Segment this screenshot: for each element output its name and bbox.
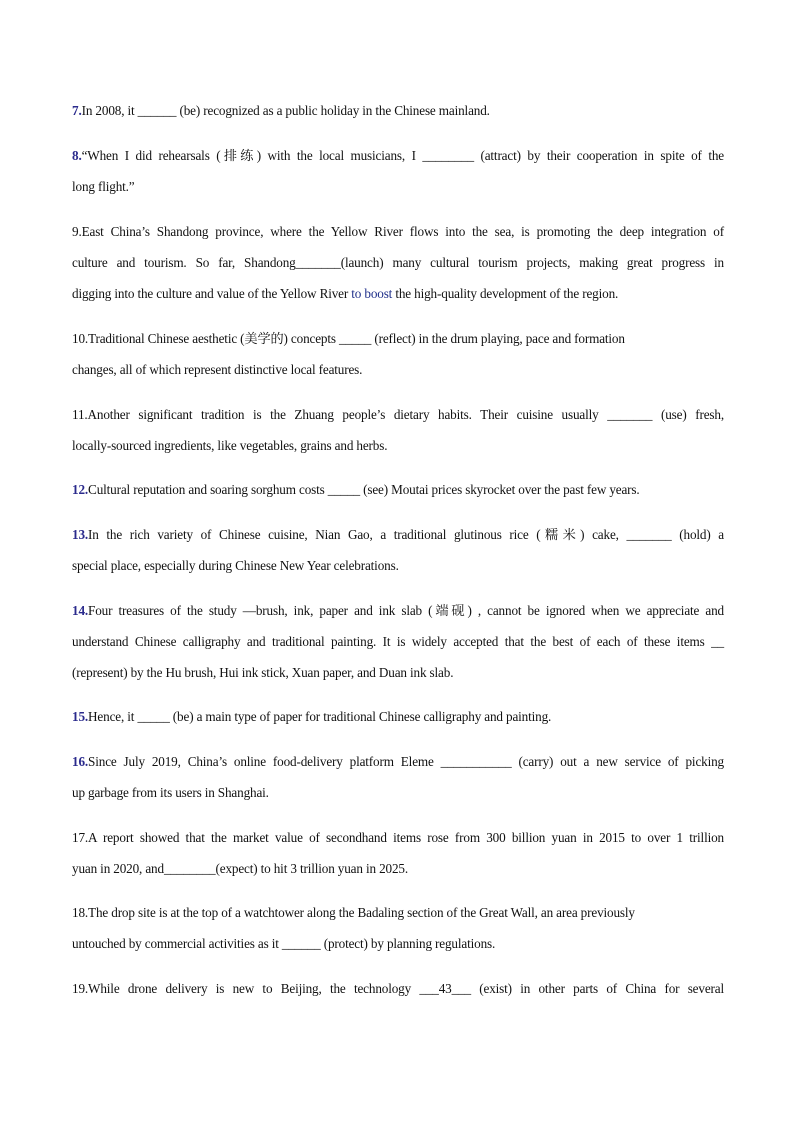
question-8 <box>72 140 724 202</box>
question-text: yuan in 2020, and________(expect) to hit 3 trillion yuan in 2025. <box>72 861 409 876</box>
question-15 <box>72 701 724 732</box>
question-text: Since July 2019, China’s online food-delivery platform Eleme ___________ (carry) out a new service of picking <box>88 754 724 769</box>
question-11 <box>72 399 724 461</box>
question-text: the high-quality development of the region. <box>392 286 619 301</box>
question-text: special place, especially during Chinese New Year celebrations. <box>72 558 399 573</box>
question-text: The drop site is at the top of a watchtower along the Badaling section of the Great Wall, an area previously <box>88 905 635 920</box>
question-text: East China’s Shandong province, where the Yellow River flows into the sea, is promoting the deep integration of <box>81 224 724 239</box>
question-text: understand Chinese calligraphy and traditional painting. It is widely accepted that the best of each of these items __ <box>72 634 724 649</box>
question-text: Hence, it _____ (be) a main type of paper for traditional Chinese calligraphy and painting. <box>88 709 552 724</box>
question-number: 9. <box>72 224 82 239</box>
question-text: Cultural reputation and soaring sorghum costs _____ (see) Moutai prices skyrocket over the past few years. <box>88 482 640 497</box>
question-text: locally-sourced ingredients, like vegetables, grains and herbs. <box>72 438 388 453</box>
question-number: 8. <box>72 148 82 163</box>
question-number: 12. <box>72 482 89 497</box>
question-text: up garbage from its users in Shanghai. <box>72 785 269 800</box>
question-number: 11. <box>72 407 88 422</box>
highlighted-phrase: to boost <box>351 286 393 301</box>
question-19 <box>72 973 724 1004</box>
question-text: While drone delivery is new to Beijing, the technology ___43___ (exist) in other parts of China for several <box>88 981 724 996</box>
question-number: 19. <box>72 981 89 996</box>
question-number: 7. <box>72 103 82 118</box>
question-14 <box>72 595 724 688</box>
question-text: “When I did rehearsals (排练) with the local musicians, I ________ (attract) by their cooperation in spite of the <box>81 148 724 163</box>
question-10 <box>72 323 724 385</box>
question-number: 15. <box>72 709 89 724</box>
question-text: digging into the culture and value of the Yellow River <box>72 286 352 301</box>
question-text: culture and tourism. So far, Shandong_______(launch) many cultural tourism projects, making great progress in <box>72 255 724 270</box>
question-text: Another significant tradition is the Zhuang people’s dietary habits. Their cuisine usually _______ (use) fresh, <box>87 407 724 422</box>
question-17 <box>72 822 724 884</box>
question-12 <box>72 474 724 505</box>
question-number: 18. <box>72 905 89 920</box>
question-text: A report showed that the market value of secondhand items rose from 300 billion yuan in 2015 to over 1 trillion <box>88 830 724 845</box>
question-18 <box>72 897 724 959</box>
question-text: long flight.” <box>72 179 135 194</box>
question-number: 16. <box>72 754 89 769</box>
question-number: 10. <box>72 331 89 346</box>
question-number: 13. <box>72 527 89 542</box>
question-text: (represent) by the Hu brush, Hui ink stick, Xuan paper, and Duan ink slab. <box>72 665 454 680</box>
question-text: Traditional Chinese aesthetic (美学的) concepts _____ (reflect) in the drum playing, pace and formation <box>88 331 625 346</box>
question-number: 14. <box>72 603 89 618</box>
question-9 <box>72 216 724 309</box>
question-number: 17. <box>72 830 89 845</box>
question-text: changes, all of which represent distinctive local features. <box>72 362 363 377</box>
question-7 <box>72 95 724 126</box>
question-text: Four treasures of the study —brush, ink, paper and ink slab (端砚) , cannot be ignored when we appreciate and <box>88 603 724 618</box>
question-text: In 2008, it ______ (be) recognized as a public holiday in the Chinese mainland. <box>81 103 490 118</box>
question-13 <box>72 519 724 581</box>
question-text: In the rich variety of Chinese cuisine, Nian Gao, a traditional glutinous rice (糯米) cake, _______ (hold) a <box>88 527 724 542</box>
question-16 <box>72 746 724 808</box>
question-text: untouched by commercial activities as it ______ (protect) by planning regulations. <box>72 936 496 951</box>
